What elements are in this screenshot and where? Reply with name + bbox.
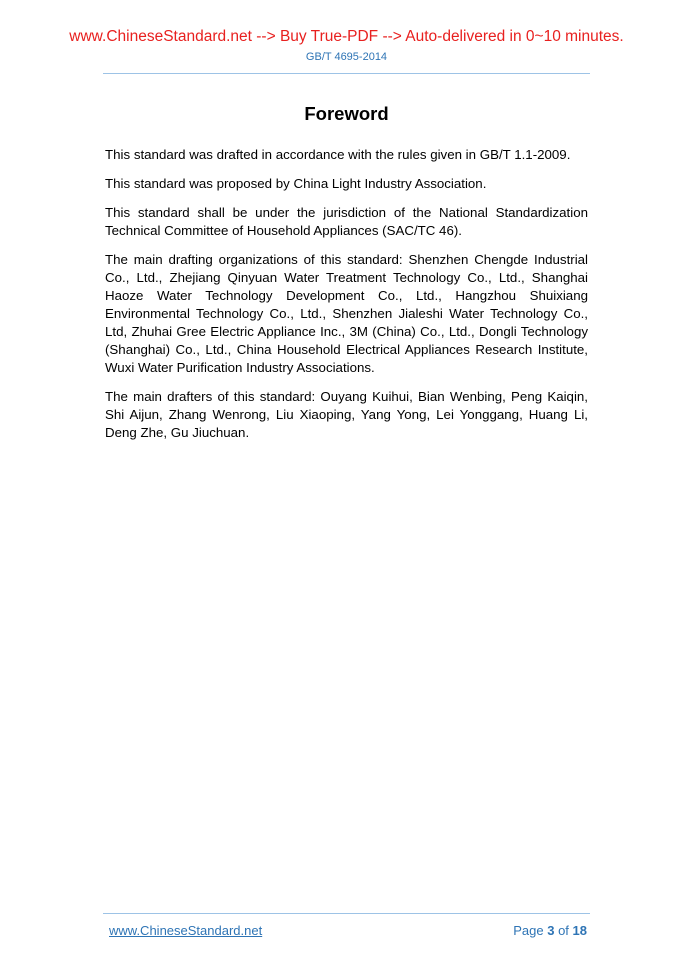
page-total: 18 xyxy=(572,923,587,938)
paragraph-jurisdiction: This standard shall be under the jurisdiction of the National Standardization Technical Committee of Household Appliances (SAC/TC 46). xyxy=(105,205,588,238)
page-indicator xyxy=(513,922,587,940)
header-divider xyxy=(103,73,590,74)
paragraph-drafters: The main drafters of this standard: Ouyang Kuihui, Bian Wenbing, Peng Kaiqin, Shi Aijun, Zhang Wenrong, Liu Xiaoping, Yang Yong, Lei Yonggang, Huang Li, Deng Zhe, Gu Jiuchuan. xyxy=(105,389,588,440)
paragraph-drafting-rules: This standard was drafted in accordance with the rules given in GB/T 1.1-2009. xyxy=(105,147,571,162)
paragraph-drafting-organizations: The main drafting organizations of this standard: Shenzhen Chengde Industrial Co., Ltd., Zhejiang Qinyuan Water Treatment Technology Co., Ltd., Shanghai Haoze Water Technology Development Co., Ltd., Hangzhou Shuixiang Environmental Technology Co., Ltd., Shenzhen Jialeshi Water Technology Co., Ltd, Zhuhai Gree Electric Appliance Inc., 3M (China) Co., Ltd., Dongli Technology (Shanghai) Co., Ltd., China Household Electrical Appliances Research Institute, Wuxi Water Purification Industry Associations. xyxy=(105,252,588,375)
footer-divider xyxy=(103,913,590,914)
page-of: of xyxy=(558,923,569,938)
page-label: Page xyxy=(513,923,544,938)
promo-banner: www.ChineseStandard.net --> Buy True-PDF --> Auto-delivered in 0~10 minutes. xyxy=(69,28,624,45)
foreword-body xyxy=(105,146,588,453)
paragraph-proposed-by: This standard was proposed by China Light Industry Association. xyxy=(105,176,487,191)
standard-code: GB/T 4695-2014 xyxy=(305,51,388,63)
site-link[interactable]: www.ChineseStandard.net xyxy=(109,923,263,938)
page-title: Foreword xyxy=(304,103,389,124)
page-current: 3 xyxy=(547,923,555,938)
